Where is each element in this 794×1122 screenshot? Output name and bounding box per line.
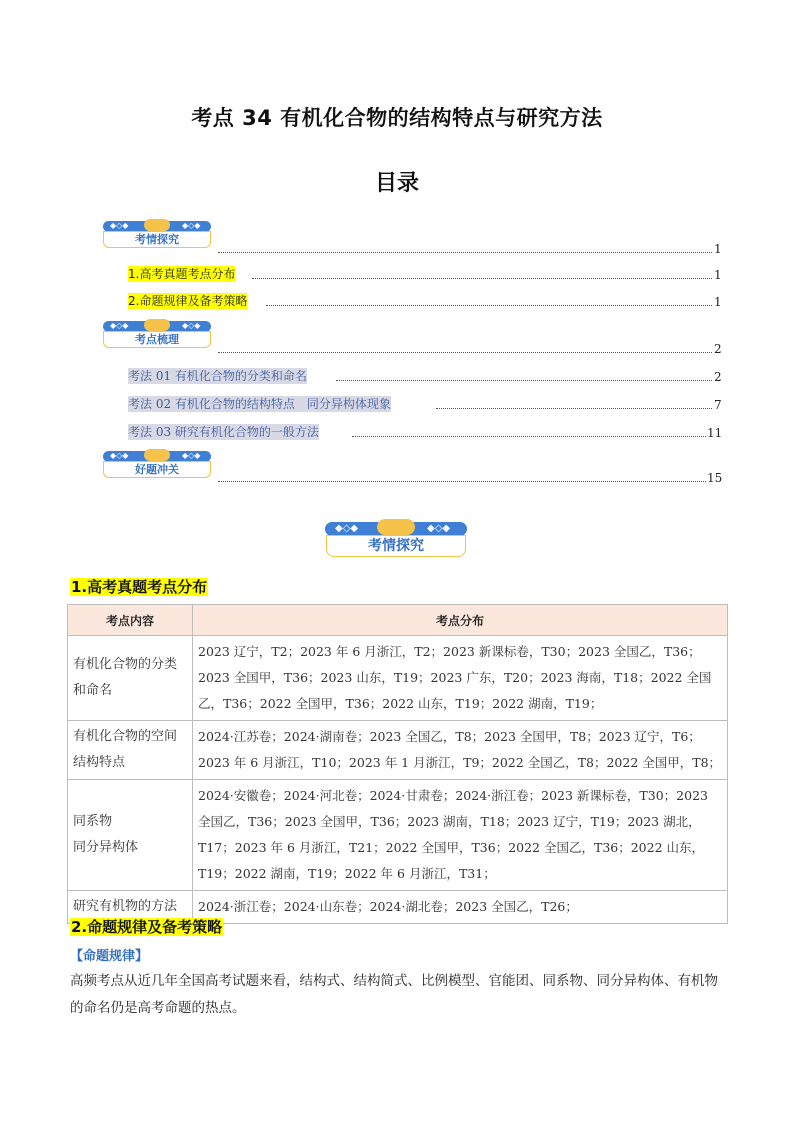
- ornament-icon: ◆◇◆: [110, 451, 129, 460]
- ornament-icon: ◆◇◆: [427, 523, 451, 534]
- ornament-icon: ◆◇◆: [335, 523, 359, 534]
- table-header: 考点内容: [68, 605, 193, 636]
- toc-item[interactable]: 2.命题规律及备考策略: [128, 294, 248, 308]
- table-row: [68, 780, 728, 891]
- table-cell-topic: 同系物 同分异构体: [68, 780, 193, 891]
- toc-item[interactable]: 1.高考真题考点分布: [128, 267, 236, 281]
- toc-leader: [218, 252, 712, 253]
- section-heading: 1.高考真题考点分布: [71, 578, 208, 596]
- toc-page: 11: [707, 426, 723, 440]
- toc-leader: [218, 481, 706, 482]
- exam-distribution-table: [67, 604, 728, 924]
- toc-page: 2: [714, 370, 722, 384]
- toc-item[interactable]: 考法 02 有机化合物的结构特点 同分异构体现象: [128, 397, 391, 411]
- toc-leader: [252, 278, 712, 279]
- toc-leader: [436, 408, 712, 409]
- table-cell-distribution: 2024·安徽卷；2024·河北卷；2024·甘肃卷；2024·浙江卷；2023 新课标卷，T30；2023 全国乙，T36；2023 全国甲，T36；2023 湖南，T18；2023 辽宁，T19；2023 湖北，T17；2023 年 6 月浙江，T21；2022 全国甲，T36；2022 全国乙，T36；2022 山东，T19；2022 湖南，T19；2022 年 6 月浙江，T31；: [193, 780, 728, 891]
- table-cell-topic: 有机化合物的空间结构特点: [68, 721, 193, 780]
- section-heading: 2.命题规律及备考策略: [71, 918, 223, 936]
- table-cell-topic: 有机化合物的分类和命名: [68, 636, 193, 721]
- toc-page: 2: [714, 342, 722, 356]
- ornament-icon: ◆◇◆: [182, 321, 201, 330]
- toc-page: 1: [714, 242, 722, 256]
- toc-banner-explore[interactable]: ◆◇◆ ◆◇◆ 考情探究: [103, 220, 211, 248]
- ornament-icon: ◆◇◆: [110, 321, 129, 330]
- table-cell-distribution: 2024·江苏卷；2024·湖南卷；2023 全国乙，T8；2023 全国甲，T8；2023 辽宁，T6；2023 年 6 月浙江，T10；2023 年 1 月浙江，T9；2022 全国乙，T8；2022 全国甲，T8；: [193, 721, 728, 780]
- document-title: 考点 34 有机化合物的结构特点与研究方法: [191, 106, 603, 130]
- toc-item[interactable]: 考法 01 有机化合物的分类和命名: [128, 369, 307, 383]
- toc-heading: 目录: [374, 171, 419, 196]
- toc-leader: [336, 380, 712, 381]
- toc-leader: [352, 436, 706, 437]
- table-row: [68, 636, 728, 721]
- ornament-icon: ◆◇◆: [182, 451, 201, 460]
- ornament-icon: ◆◇◆: [182, 221, 201, 230]
- toc-item[interactable]: 考法 03 研究有机化合物的一般方法: [128, 425, 319, 439]
- table-cell-distribution: 2024·浙江卷；2024·山东卷；2024·湖北卷；2023 全国乙，T26；: [193, 891, 728, 924]
- toc-page: 1: [714, 295, 722, 309]
- table-row: [68, 721, 728, 780]
- table-header: 考点分布: [193, 605, 728, 636]
- ornament-icon: ◆◇◆: [110, 221, 129, 230]
- table-cell-topic: 研究有机物的方法: [68, 891, 193, 924]
- toc-banner-review[interactable]: ◆◇◆ ◆◇◆ 考点梳理: [103, 320, 211, 348]
- toc-leader: [266, 305, 712, 306]
- toc-page: 15: [707, 471, 723, 485]
- toc-page: 7: [714, 398, 722, 412]
- rule-title: 【命题规律】: [70, 949, 149, 964]
- toc-banner-practice[interactable]: ◆◇◆ ◆◇◆ 好题冲关: [103, 450, 211, 478]
- table-cell-distribution: 2023 辽宁，T2；2023 年 6 月浙江，T2；2023 新课标卷，T30；2023 全国乙，T36；2023 全国甲，T36；2023 山东，T19；2023 广东，T20；2023 海南，T18；2022 全国乙，T36；2022 全国甲，T36；2022 山东，T19；2022 湖南，T19；: [193, 636, 728, 721]
- toc-leader: [218, 352, 712, 353]
- body-paragraph: 高频考点从近几年全国高考试题来看，结构式、结构简式、比例模型、官能团、同系物、同分异构体、有机物的命名仍是高考命题的热点。: [70, 973, 718, 1016]
- section-banner: ◆◇◆ ◆◇◆ 考情探究: [325, 520, 467, 558]
- table-header-row: [68, 605, 728, 636]
- toc-page: 1: [714, 268, 722, 282]
